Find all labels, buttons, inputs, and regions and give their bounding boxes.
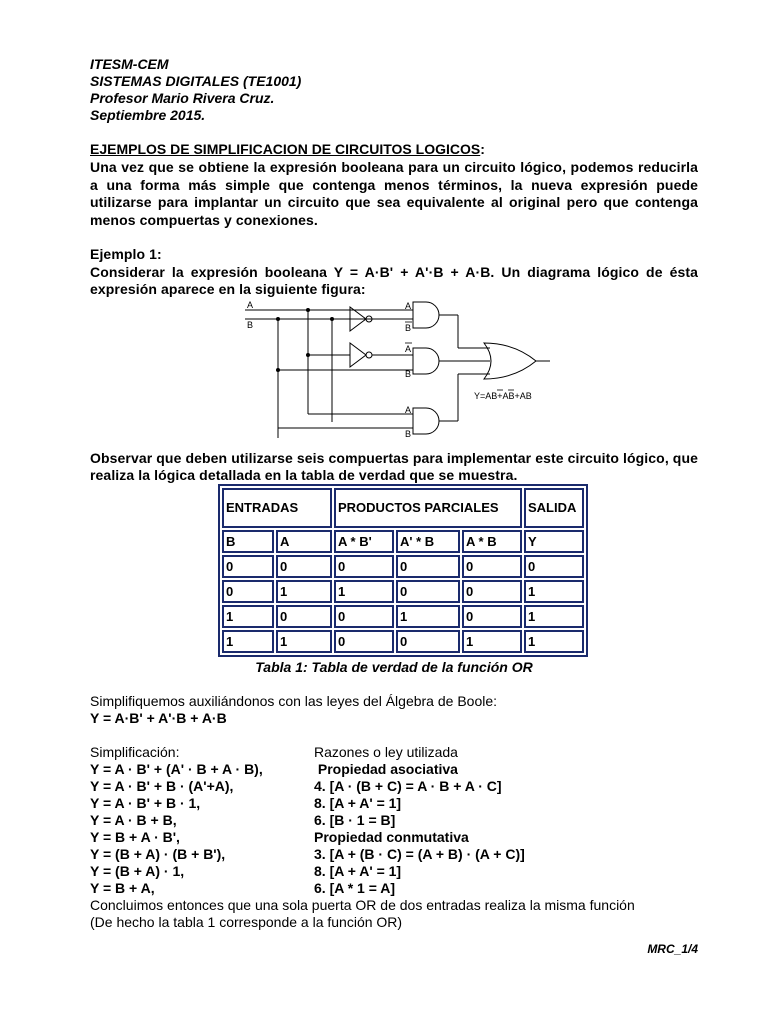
col-ab: A * B xyxy=(462,530,522,553)
label-g2-a: A xyxy=(405,343,412,354)
col-b: B xyxy=(222,530,274,553)
step-row xyxy=(90,863,698,880)
cell: 0 xyxy=(524,555,584,578)
label-g2-b: B xyxy=(405,368,412,379)
label-g1-a: A xyxy=(405,300,412,311)
step-reason: 8. [A + A' = 1] xyxy=(314,794,402,811)
table-row xyxy=(222,555,584,578)
step-row xyxy=(90,829,698,846)
step-expression: Y = A · B' + (A' · B + A · B), xyxy=(90,760,263,777)
document-header xyxy=(90,56,698,124)
step-expression: Y = A · B + B, xyxy=(90,811,177,828)
step-expression: Y = A · B' + B · 1, xyxy=(90,794,201,811)
logic-diagram xyxy=(90,300,698,446)
cell: 0 xyxy=(462,555,522,578)
cell: 1 xyxy=(462,630,522,653)
conclusion-line-1: Concluimos entonces que una sola puerta OR de dos entradas realiza la misma función xyxy=(90,896,635,913)
cell: 0 xyxy=(276,605,332,628)
label-g3-a: A xyxy=(405,404,412,415)
and-gate-3 xyxy=(413,408,439,434)
step-row xyxy=(90,846,698,863)
step-reason: 8. [A + A' = 1] xyxy=(314,862,402,879)
cell: 1 xyxy=(222,630,274,653)
document-page xyxy=(90,56,698,931)
step-expression: Y = A · B' + B · (A'+A), xyxy=(90,777,234,794)
simplification-expression: Y = A·B' + A'·B + A·B xyxy=(90,709,227,726)
step-row xyxy=(90,795,698,812)
table-row xyxy=(222,605,584,628)
step-expression: Y = (B + A) · (B + B'), xyxy=(90,845,226,862)
step-reason: Propiedad asociativa xyxy=(314,760,458,777)
table-group-header xyxy=(222,488,584,528)
col-a-prime-b: A' * B xyxy=(396,530,460,553)
step-reason: 6. [B · 1 = B] xyxy=(314,811,396,828)
cell: 1 xyxy=(334,580,394,603)
cell: 1 xyxy=(524,580,584,603)
course: SISTEMAS DIGITALES (TE1001) xyxy=(90,73,302,89)
cell: 1 xyxy=(222,605,274,628)
label-g3-b: B xyxy=(405,428,412,439)
header-salida: SALIDA xyxy=(524,488,584,528)
example-title: Ejemplo 1: xyxy=(90,246,162,262)
table-caption: Tabla 1: Tabla de verdad de la función OR xyxy=(255,658,533,675)
professor: Profesor Mario Rivera Cruz. xyxy=(90,90,275,106)
and-gate-1 xyxy=(413,302,439,328)
col-ab-prime: A * B' xyxy=(334,530,394,553)
observation-paragraph: Observar que deben utilizarse seis compuertas para implementar este circuito lógico, que realiza la lógica detallada en la tabla de verdad que se muestra. xyxy=(90,449,698,483)
simplification-intro: Simplifiquemos auxiliándonos con las leyes del Álgebra de Boole: xyxy=(90,692,498,709)
simplification-right-header: Razones o ley utilizada xyxy=(314,743,458,760)
page-number: MRC_1/4 xyxy=(647,942,698,956)
intro-paragraph: Una vez que se obtiene la expresión booleana para un circuito lógico, podemos reducirla a una forma más simple que contenga menos términos, la nueva expresión puede utilizarse para implantar un circuito que sea equivalente al original pero que contenga menos compuertas y conexiones. xyxy=(90,159,698,228)
cell: 0 xyxy=(462,580,522,603)
step-row xyxy=(90,778,698,795)
cell: 1 xyxy=(276,630,332,653)
cell: 0 xyxy=(396,555,460,578)
simplification-left-header: Simplificación: xyxy=(90,743,180,760)
truth-table xyxy=(218,484,588,657)
section-title: EJEMPLOS DE SIMPLIFICACION DE CIRCUITOS LOGICOS xyxy=(90,141,481,157)
step-expression: Y = B + A · B', xyxy=(90,828,180,845)
section-title-colon: : xyxy=(480,141,485,157)
cell: 1 xyxy=(276,580,332,603)
step-reason: 6. [A * 1 = A] xyxy=(314,879,396,896)
cell: 0 xyxy=(222,555,274,578)
table-column-header xyxy=(222,530,584,553)
label-input-a: A xyxy=(247,299,254,310)
simplification-headers xyxy=(90,744,698,761)
cell: 0 xyxy=(396,630,460,653)
cell: 0 xyxy=(462,605,522,628)
conclusion-line-2: (De hecho la tabla 1 corresponde a la función OR) xyxy=(90,913,403,930)
step-reason: Propiedad conmutativa xyxy=(314,828,469,845)
cell: 0 xyxy=(334,605,394,628)
header-productos: PRODUCTOS PARCIALES xyxy=(334,488,522,528)
date: Septiembre 2015. xyxy=(90,107,206,123)
section-heading xyxy=(90,141,698,159)
table-row xyxy=(222,630,584,653)
or-gate xyxy=(484,343,536,379)
simplification-steps xyxy=(90,761,698,897)
step-row xyxy=(90,761,698,778)
col-y: Y xyxy=(524,530,584,553)
institution: ITESM-CEM xyxy=(90,56,169,72)
cell: 1 xyxy=(524,605,584,628)
step-reason: 4. [A · (B + C) = A · B + A · C] xyxy=(314,777,502,794)
col-a: A xyxy=(276,530,332,553)
step-row xyxy=(90,880,698,897)
cell: 1 xyxy=(396,605,460,628)
cell: 0 xyxy=(276,555,332,578)
cell: 0 xyxy=(222,580,274,603)
label-g1-b: B xyxy=(405,322,412,333)
step-expression: Y = (B + A) · 1, xyxy=(90,862,185,879)
and-gate-2 xyxy=(413,348,439,374)
output-expression: Y=AB+AB+AB xyxy=(474,390,532,401)
inverter-a xyxy=(350,343,366,367)
cell: 0 xyxy=(396,580,460,603)
cell: 1 xyxy=(524,630,584,653)
label-input-b: B xyxy=(247,319,254,330)
step-reason: 3. [A + (B · C) = (A + B) · (A + C)] xyxy=(314,845,525,862)
example-text: Considerar la expresión booleana Y = A·B' + A'·B + A·B. Un diagrama lógico de ésta expresión aparece en la siguiente figura: xyxy=(90,263,698,297)
step-expression: Y = B + A, xyxy=(90,879,155,896)
table-row xyxy=(222,580,584,603)
header-entradas: ENTRADAS xyxy=(222,488,332,528)
cell: 0 xyxy=(334,555,394,578)
step-row xyxy=(90,812,698,829)
cell: 0 xyxy=(334,630,394,653)
